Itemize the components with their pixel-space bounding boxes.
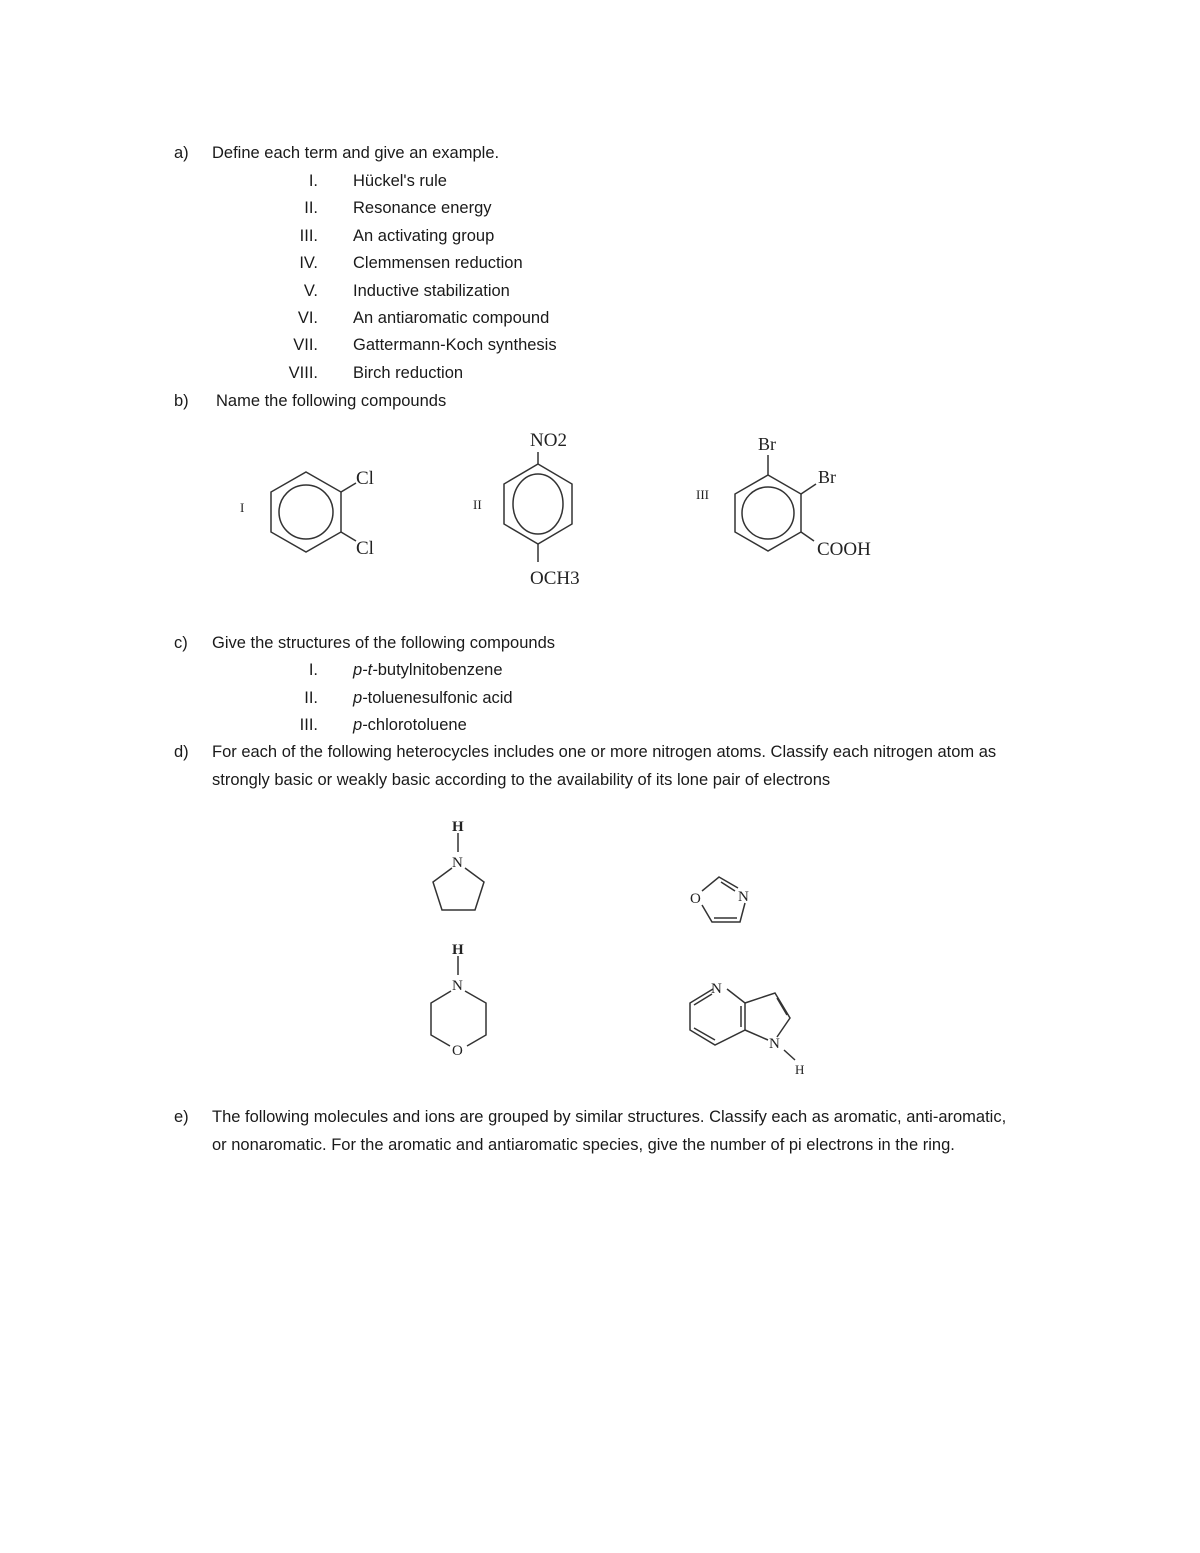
compound-name: butylnitobenzene [377,661,503,679]
section-b-prompt: Name the following compounds [216,392,447,410]
list-item-text: An activating group [353,226,495,245]
list-item-number: VIII. [288,363,318,382]
section-d-line-1: For each of the following heterocycles includes one or more nitrogen atoms. Classify each nitrogen atom as [212,743,997,761]
section-d-line-2: strongly basic or weakly basic according to the availability of its lone pair of electrons [212,771,831,789]
atom-och3: OCH3 [530,568,580,589]
atom-o: O [690,891,701,907]
atom-o: O [452,1043,463,1059]
list-item-number: III. [299,716,318,734]
section-e-line-2: or nonaromatic. For the aromatic and antiaromatic species, give the number of pi electrons in the ring. [212,1136,955,1154]
list-item-text [353,715,467,735]
list-item-text: Resonance energy [353,199,492,218]
section-a-prompt: Define each term and give an example. [212,144,500,162]
pyrrolidine-structure [433,833,484,910]
section-e-line-1: The following molecules and ions are grouped by similar structures. Classify each as aromatic, anti-aromatic, [212,1108,1007,1126]
list-item-text: An antiaromatic compound [353,309,550,327]
atom-h: H [795,1062,805,1077]
atom-cooh: COOH [817,539,871,560]
list-item-number: VI. [297,309,318,327]
atom-br: Br [818,467,836,487]
section-a-label: a) [174,144,189,162]
list-item-text: Birch reduction [353,363,464,382]
atom-h: H [452,819,464,835]
list-item-text [353,688,513,708]
section-d-label: d) [174,743,189,761]
section-e-label: e) [174,1108,189,1126]
list-item-number: I. [308,172,318,190]
locant-prefix: p- [353,716,368,734]
list-item-number: IV. [299,254,318,273]
list-item-number: II. [304,199,318,218]
list-item-number: VII. [293,336,318,355]
list-item-text: Gattermann-Koch synthesis [353,336,557,355]
atom-h: H [452,942,464,958]
list-item-number: III. [299,226,318,245]
compound-name: chlorotoluene [367,716,467,734]
list-item-number: II. [304,688,318,707]
compound-3-structure [735,455,816,551]
list-item-text: Inductive stabilization [353,281,510,300]
list-item-text [353,660,503,680]
list-item-text: Hückel's rule [353,172,447,190]
locant-prefix: p- [353,688,368,707]
compound-1-structure [271,472,356,552]
section-c-label: c) [174,634,188,652]
atom-br: Br [758,434,776,454]
compound-1-label: I [240,500,245,515]
compound-2-structure [504,452,572,562]
locant-prefix: p-t- [353,661,378,679]
morpholine-structure [431,956,486,1046]
atom-cl: Cl [356,468,374,489]
list-item-number: I. [308,661,318,679]
section-b-label: b) [174,392,189,410]
atom-n: N [711,981,722,997]
atom-n: N [769,1036,780,1052]
section-c-prompt: Give the structures of the following compounds [212,634,556,652]
compound-2-label: II [473,497,482,512]
list-item-number: V. [303,281,318,300]
atom-no2: NO2 [530,430,567,451]
atom-n: N [738,889,749,905]
compound-3-label: III [696,487,709,502]
atom-n: N [452,855,463,871]
list-item-text: Clemmensen reduction [353,254,523,273]
atom-cl: Cl [356,538,374,559]
atom-n: N [452,978,463,994]
compound-name: toluenesulfonic acid [367,688,513,707]
